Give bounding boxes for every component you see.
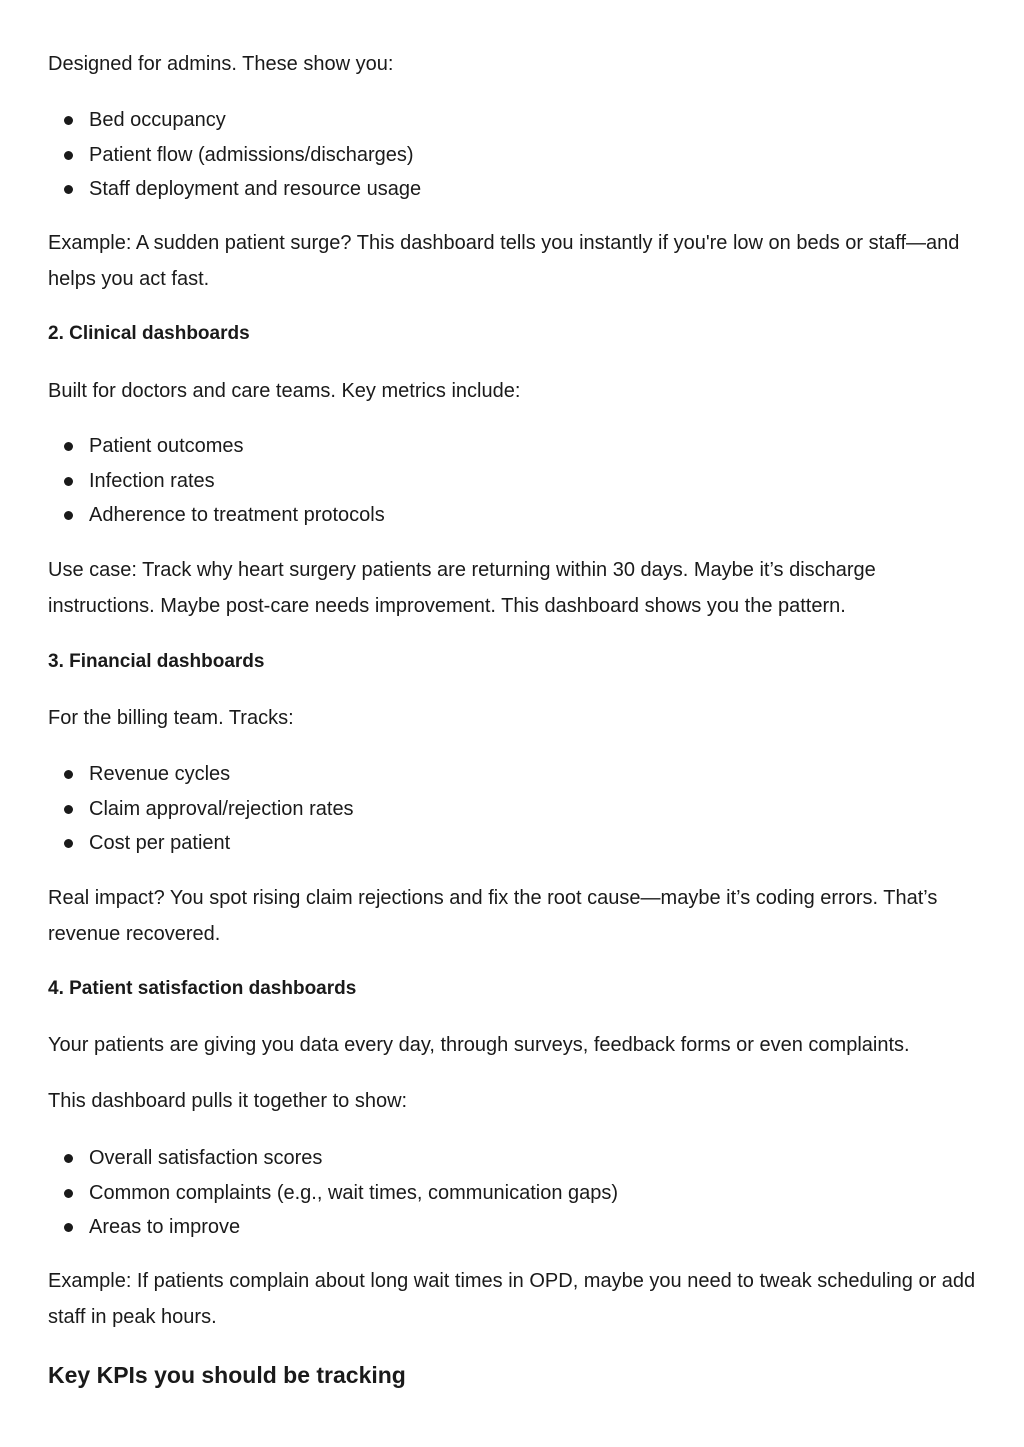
operational-intro: Designed for admins. These show you: bbox=[48, 53, 394, 75]
clinical-list bbox=[48, 429, 978, 533]
list-item: Patient flow (admissions/discharges) bbox=[48, 138, 978, 173]
list-item: Staff deployment and resource usage bbox=[48, 172, 978, 207]
financial-intro: For the billing team. Tracks: bbox=[48, 707, 294, 729]
kpi-heading: Key KPIs you should be tracking bbox=[48, 1362, 406, 1388]
operational-example: Example: A sudden patient surge? This dashboard tells you instantly if you're low on beds or staff—and helps you act fast. bbox=[48, 232, 960, 290]
list-item: Adherence to treatment protocols bbox=[48, 498, 978, 533]
satisfaction-heading: 4. Patient satisfaction dashboards bbox=[48, 978, 357, 999]
list-item: Infection rates bbox=[48, 464, 978, 499]
list-item: Patient outcomes bbox=[48, 429, 978, 464]
operational-list bbox=[48, 103, 978, 207]
list-item: Bed occupancy bbox=[48, 103, 978, 138]
satisfaction-intro: Your patients are giving you data every day, through surveys, feedback forms or even complaints. bbox=[48, 1034, 910, 1056]
financial-heading: 3. Financial dashboards bbox=[48, 651, 265, 672]
list-item: Overall satisfaction scores bbox=[48, 1141, 978, 1176]
financial-list bbox=[48, 757, 978, 861]
list-item: Cost per patient bbox=[48, 826, 978, 861]
clinical-example: Use case: Track why heart surgery patients are returning within 30 days. Maybe it’s discharge instructions. Maybe post-care needs improvement. This dashboard shows you the pattern. bbox=[48, 559, 876, 617]
list-item: Revenue cycles bbox=[48, 757, 978, 792]
list-item: Areas to improve bbox=[48, 1210, 978, 1245]
satisfaction-intro-2: This dashboard pulls it together to show: bbox=[48, 1090, 408, 1112]
financial-example: Real impact? You spot rising claim rejections and fix the root cause—maybe it’s coding errors. That’s revenue recovered. bbox=[48, 887, 938, 945]
satisfaction-list bbox=[48, 1141, 978, 1245]
clinical-intro: Built for doctors and care teams. Key metrics include: bbox=[48, 380, 521, 402]
list-item: Common complaints (e.g., wait times, communication gaps) bbox=[48, 1176, 978, 1211]
list-item: Claim approval/rejection rates bbox=[48, 792, 978, 827]
clinical-heading: 2. Clinical dashboards bbox=[48, 323, 250, 344]
satisfaction-example: Example: If patients complain about long wait times in OPD, maybe you need to tweak scheduling or add staff in peak hours. bbox=[48, 1270, 976, 1328]
